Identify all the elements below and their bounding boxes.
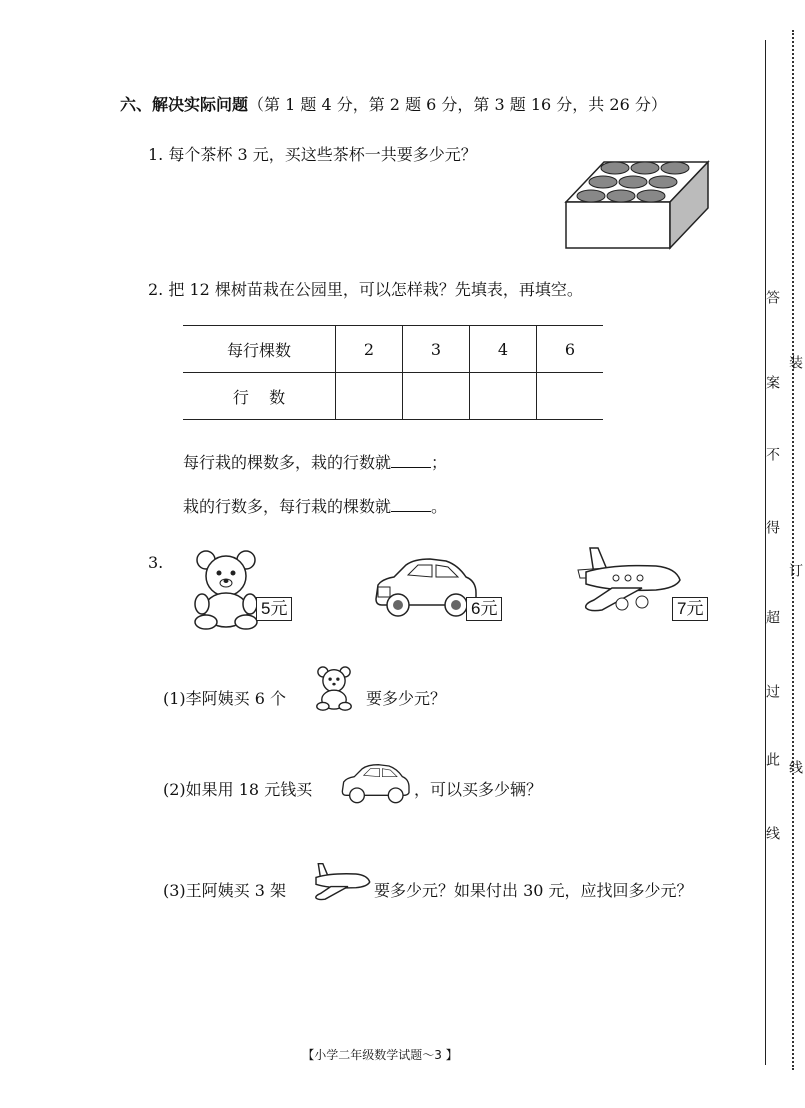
table-cell: 2 — [336, 326, 403, 373]
answer-cell[interactable] — [403, 373, 470, 420]
teddy-bear-image — [190, 548, 262, 630]
margin-char: 超 — [764, 610, 780, 624]
margin-char: 案 — [764, 375, 780, 389]
fill-blank-2-text: 栽的行数多，每行栽的棵数就 — [183, 497, 392, 516]
section-heading — [120, 92, 667, 115]
sub-question-3-before: (3)王阿姨买 3 架 — [163, 881, 287, 900]
margin-char: 答 — [764, 290, 780, 304]
toy-plane-icon — [308, 858, 372, 906]
margin-char: 过 — [764, 684, 780, 698]
answer-blank[interactable] — [391, 495, 431, 512]
table-row — [183, 326, 603, 373]
price-tag-bear: 5元 — [256, 597, 292, 621]
sub-question-2-before: (2)如果用 18 元钱买 — [163, 780, 313, 799]
sub-question-1-after: 要多少元？ — [366, 689, 447, 708]
toy-car-icon — [338, 762, 412, 806]
answer-cell[interactable] — [470, 373, 537, 420]
table-cell: 3 — [403, 326, 470, 373]
table-header-trees-per-row: 每行棵数 — [183, 326, 336, 373]
teddy-bear-icon — [314, 664, 354, 712]
question-2-text: 2. 把 12 棵树苗栽在公园里，可以怎样栽？先填表，再填空。 — [148, 280, 583, 299]
table-header-rows: 行 数 — [183, 373, 336, 420]
fill-blank-1 — [183, 450, 447, 473]
planting-table — [183, 325, 603, 420]
margin-char: 装 — [787, 355, 803, 369]
sub-question-2-after: ，可以买多少辆？ — [414, 780, 543, 799]
answer-cell[interactable] — [537, 373, 604, 420]
fill-blank-2 — [183, 494, 447, 517]
section-title: 六、解决实际问题 — [120, 95, 249, 114]
toy-car-image — [370, 555, 480, 621]
price-tag-car: 6元 — [466, 597, 502, 621]
sub-question-1-before: (1)李阿姨买 6 个 — [163, 689, 287, 708]
question-1-text: 1. 每个茶杯 3 元，买这些茶杯一共要多少元？ — [148, 145, 477, 164]
answer-blank[interactable] — [391, 451, 431, 468]
table-row — [183, 373, 603, 420]
fill-blank-1-end: ； — [431, 453, 448, 472]
table-cell: 6 — [537, 326, 604, 373]
answer-cell[interactable] — [336, 373, 403, 420]
binding-line — [765, 40, 766, 1065]
margin-char: 订 — [787, 563, 803, 577]
fill-blank-2-end: 。 — [431, 497, 448, 516]
price-tag-plane: 7元 — [672, 597, 708, 621]
margin-char: 得 — [764, 520, 780, 534]
table-cell: 4 — [470, 326, 537, 373]
cut-line — [792, 30, 794, 1070]
toy-plane-image — [572, 544, 684, 616]
fill-blank-1-text: 每行栽的棵数多，栽的行数就 — [183, 453, 392, 472]
section-points: （第 1 题 4 分，第 2 题 6 分，第 3 题 16 分，共 26 分） — [248, 95, 667, 114]
margin-char: 线 — [764, 826, 780, 840]
page-footer: 【小学二年级数学试题～3 】 — [302, 1048, 458, 1062]
question-3-number: 3. — [148, 553, 164, 572]
teacup-box-image — [560, 140, 710, 252]
margin-char: 此 — [764, 752, 780, 766]
margin-char: 线 — [787, 760, 803, 774]
margin-char: 不 — [764, 447, 780, 461]
sub-question-3-after: 要多少元？如果付出 30 元，应找回多少元？ — [374, 881, 693, 900]
